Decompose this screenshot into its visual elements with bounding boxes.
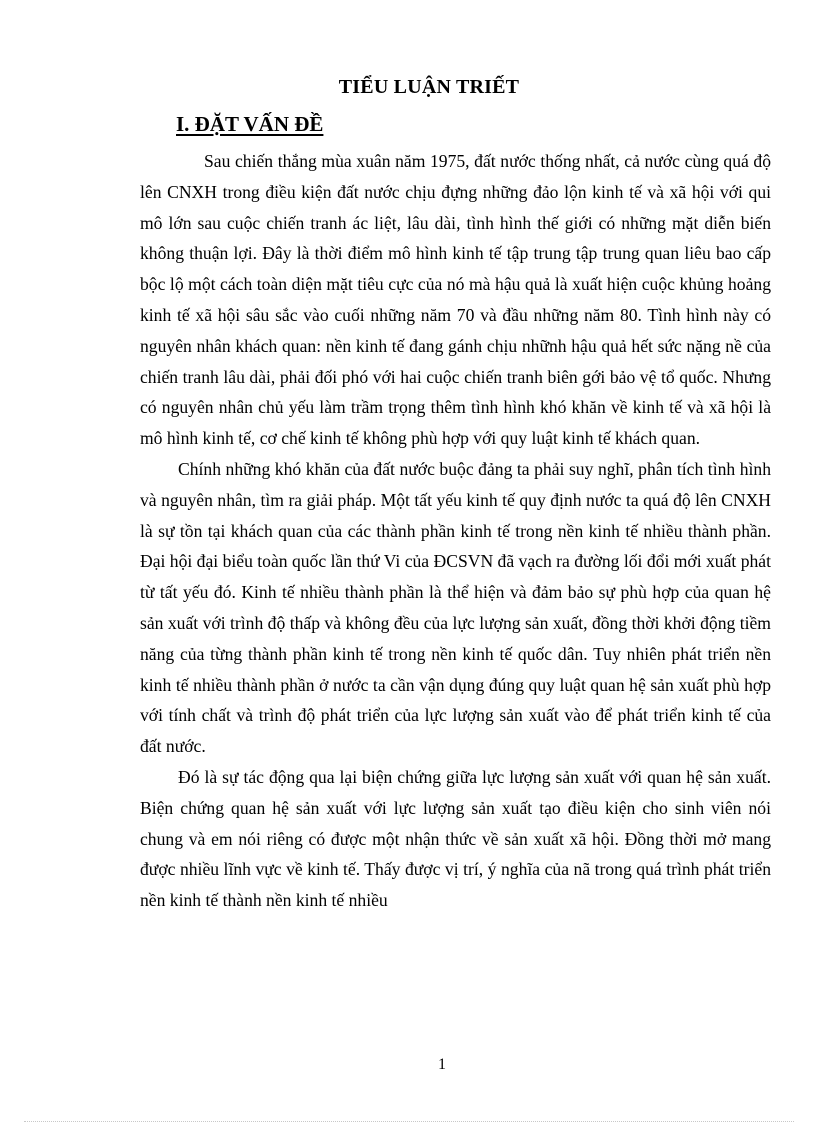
- paragraph-1: Sau chiến thắng mùa xuân năm 1975, đất nước thống nhất, cả nước cùng quá độ lên CNXH trong điều kiện đất nước chịu đựng những đảo lộn kinh tế và xã hội với qui mô lớn sau cuộc chiến tranh ác liệt, lâu dài, tình hình thế giới có những mặt diễn biến không thuận lợi. Đây là thời điểm mô hình kinh tế tập trung tập trung quan liêu bao cấp bộc lộ một cách toàn diện mặt tiêu cực của nó mà hậu quả là xuất hiện cuộc khủng hoảng kinh tế xã hội sâu sắc vào cuối những năm 70 và đầu những năm 80. Tình hình này có nguyên nhân khách quan: nền kinh tế đang gánh chịu nhữnh hậu quả hết sức nặng nề của chiến tranh lâu dài, phải đối phó với hai cuộc chiến tranh biên gới bảo vệ tổ quốc. Nhưng có nguyên nhân chủ yếu làm trầm trọng thêm tình hình khó khăn về kinh tế và xã hội là mô hình kinh tế, cơ chế kinh tế không phù hợp với quy luật kinh tế khách quan.: [140, 151, 771, 449]
- document-title: TIỂU LUẬN TRIẾT: [338, 76, 520, 98]
- paragraph-2: Chính những khó khăn của đất nước buộc đảng ta phải suy nghĩ, phân tích tình hình và nguyên nhân, tìm ra giải pháp. Một tất yếu kinh tế quy định nước ta quá độ lên CNXH là sự tồn tại khách quan của các thành phần kinh tế trong nền kinh tế nhiều thành phần. Đại hội đại biểu toàn quốc lần thứ Vi của ĐCSVN đã vạch ra đường lối đổi mới xuất phát từ tất yếu đó. Kinh tế nhiều thành phần là thể hiện và đảm bảo sự phù hợp của quan hệ sản xuất với trình độ thấp và không đều của lực lượng sản xuất, đồng thời khởi động tiềm năng của từng thành phần kinh tế trong nền kinh tế quốc dân. Tuy nhiên phát triển nền kinh tế nhiều thành phần ở nước ta cần vận dụng đúng quy luật quan hệ sản xuất phù hợp với tính chất và trình độ phát triển của lực lượng sản xuất vào để phát triển kinh tế của đất nước.: [140, 458, 771, 757]
- document-body: [140, 146, 771, 916]
- paragraph-3: Đó là sự tác động qua lại biện chứng giữa lực lượng sản xuất với quan hệ sản xuất. Biện chứng quan hệ sản xuất với lực lượng sản xuất tạo điều kiện cho sinh viên nói chung và em nói riêng có được một nhận thức về sản xuất xã hội. Đồng thời mở mang được nhiều lĩnh vực về kinh tế. Thấy được vị trí, ý nghĩa của nã trong quá trình phát triển nền kinh tế thành nền kinh tế nhiều: [140, 766, 771, 911]
- page-bottom-border: [24, 1121, 794, 1122]
- section-heading: I. ĐẶT VẤN ĐỀ: [176, 112, 324, 136]
- page-number: 1: [438, 1056, 446, 1073]
